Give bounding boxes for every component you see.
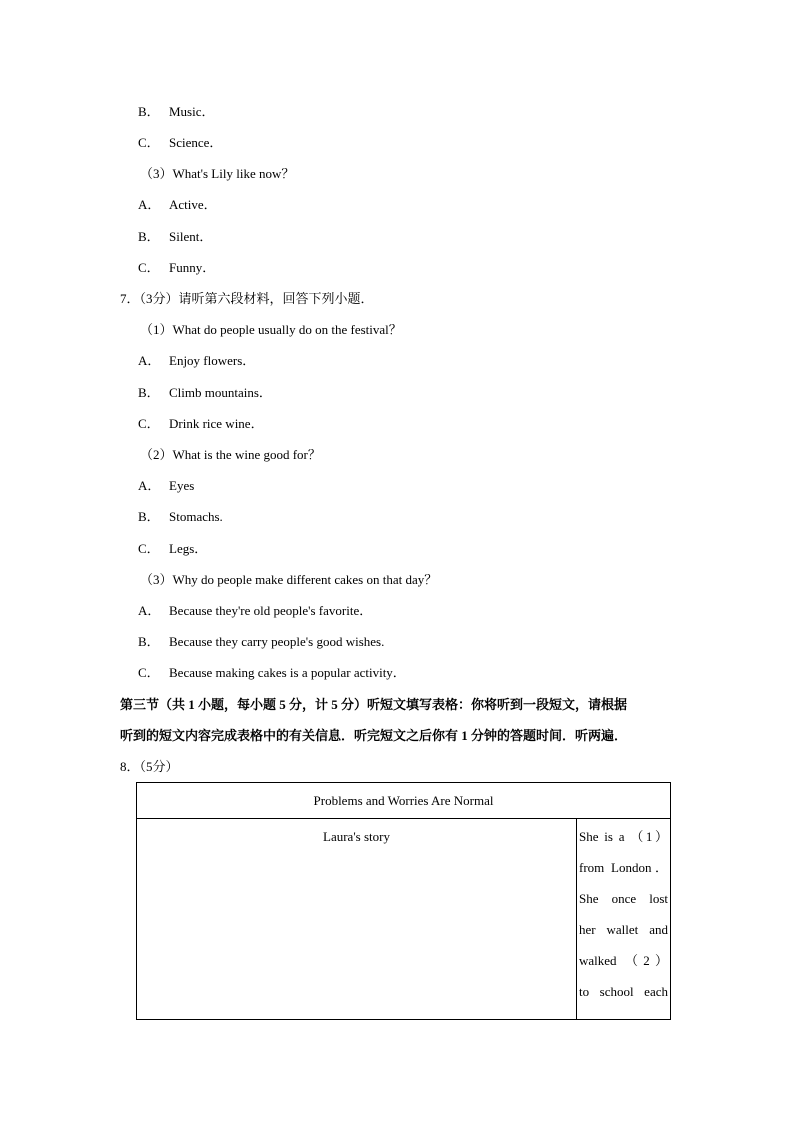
table-title: Problems and Worries Are Normal [137,783,671,819]
option-letter: B． [138,509,160,524]
option-c [138,540,207,558]
option-letter: A． [138,353,161,368]
sub-question: （3）Why do people make different cakes on that day？ [140,572,438,587]
option-a [138,477,194,495]
option-a [138,352,255,370]
story-label-cell [137,819,577,1020]
option-letter: A． [138,603,161,618]
option-c [138,259,215,277]
sub-question: （1）What do people usually do on the festival？ [140,322,402,337]
option-text: Science． [169,135,223,150]
option-c [138,415,264,433]
option-text: Because they carry people's good wishes. [169,634,385,649]
story-detail-cell [577,819,671,1020]
option-letter: A． [138,478,161,493]
option-letter: B． [138,634,160,649]
story-line: walked （2） [579,953,668,968]
option-b [138,103,215,121]
option-letter: C． [138,665,160,680]
option-text: Music． [169,104,215,119]
question-stem: 7．（3分）请听第六段材料，回答下列小题． [120,291,374,306]
section-instructions-line2: 听到的短文内容完成表格中的有关信息．听完短文之后你有 1 分钟的答题时间．听两遍． [120,728,628,743]
option-text: Because making cakes is a popular activity． [169,665,406,680]
option-text: Eyes [169,478,195,493]
option-text: Funny． [169,260,216,275]
option-letter: A． [138,197,161,212]
question-stem: 8．（5分） [120,759,179,774]
story-label: Laura's story [323,829,390,844]
story-line: to school each [579,984,668,999]
option-text: Silent． [169,229,213,244]
option-text: Drink rice wine． [169,416,264,431]
option-text: Enjoy flowers． [169,353,256,368]
story-line: She is a （1） [579,829,668,844]
story-line: She once lost [579,891,668,906]
option-letter: C． [138,416,160,431]
section-instructions-line1: 第三节（共 1 小题，每小题 5 分，计 5 分）听短文填写表格：你将听到一段短文，请根据 [120,697,628,712]
option-letter: C． [138,260,160,275]
option-letter: C． [138,135,160,150]
sub-question: （3）What's Lily like now？ [140,166,295,181]
option-letter: B． [138,229,160,244]
option-c [138,664,406,682]
option-b [138,228,212,246]
option-c [138,134,222,152]
option-letter: B． [138,104,160,119]
option-text: Climb mountains． [169,385,272,400]
option-a [138,602,372,620]
option-text: Legs． [169,541,208,556]
option-letter: C． [138,541,160,556]
sub-question: （2）What is the wine good for？ [140,447,321,462]
option-b [138,633,384,651]
option-letter: B． [138,385,160,400]
option-text: Active． [169,197,217,212]
option-a [138,196,217,214]
option-b [138,384,272,402]
option-b [138,508,223,526]
story-line: her wallet and [579,922,668,937]
answer-table [136,782,671,1020]
story-line: from London． [579,860,668,875]
option-text: Stomachs. [169,509,223,524]
option-text: Because they're old people's favorite． [169,603,373,618]
